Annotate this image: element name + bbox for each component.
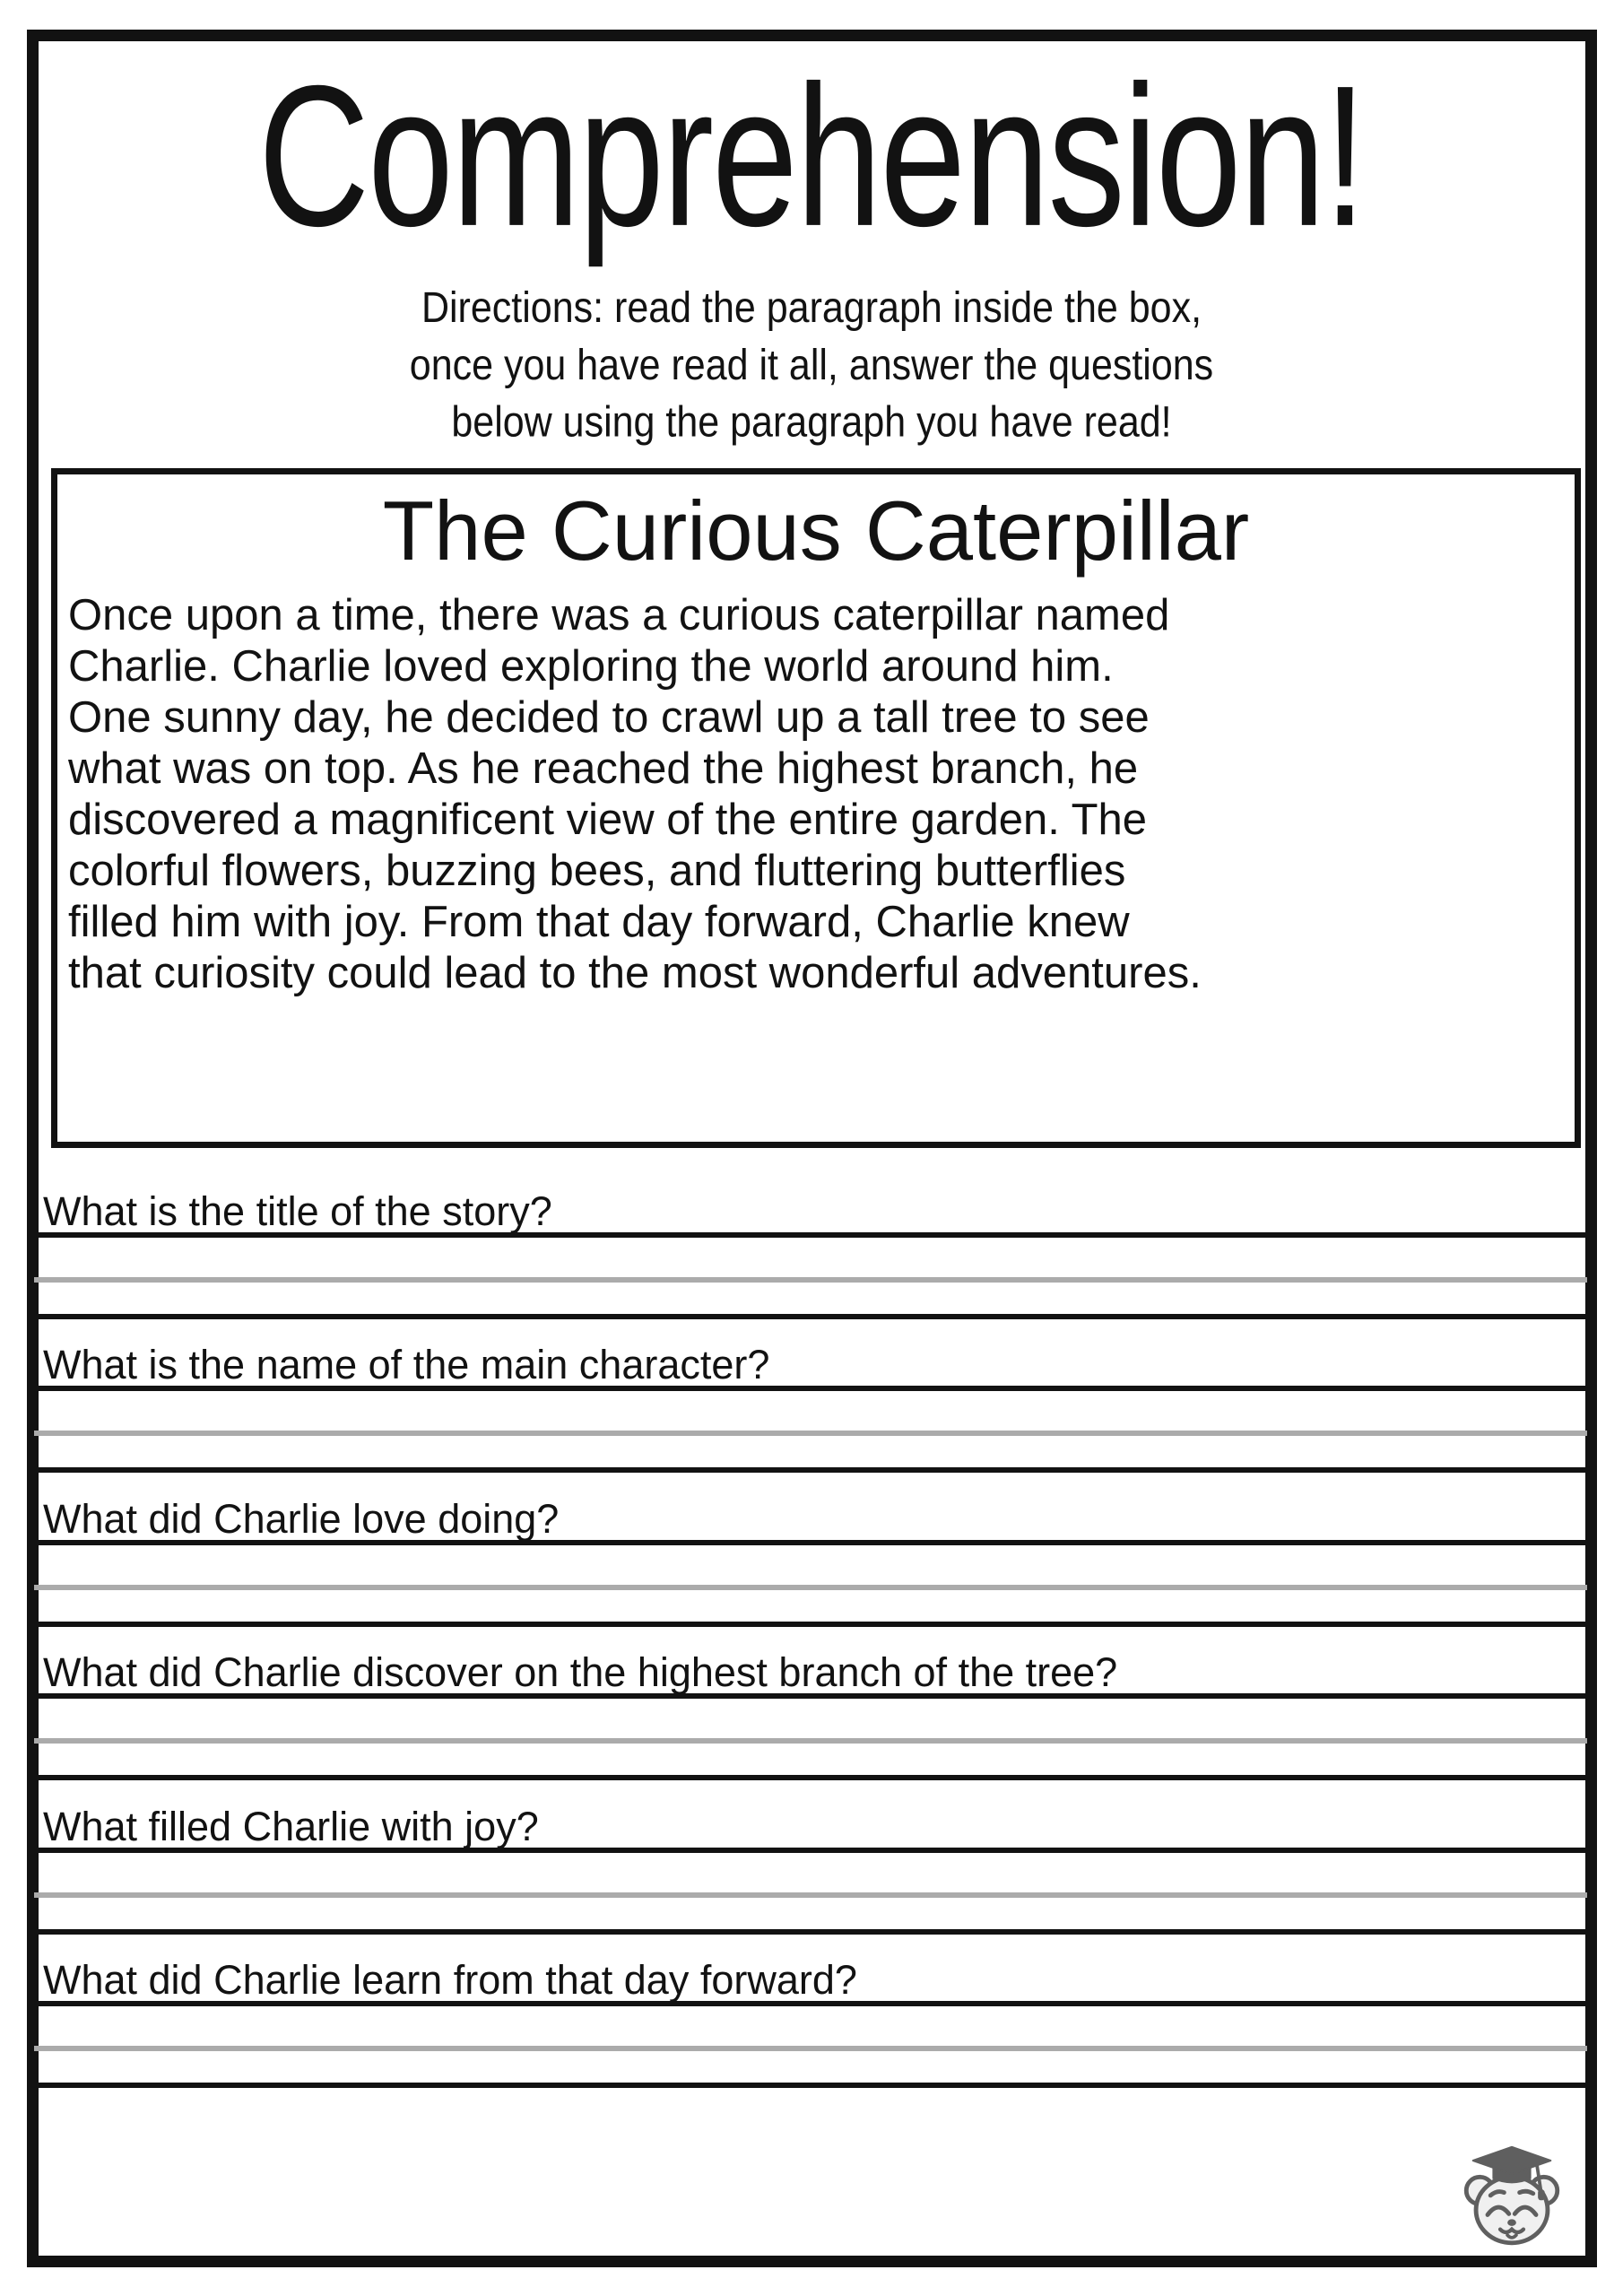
question-write-line bbox=[34, 1488, 1587, 1545]
directions-line: once you have read it all, answer the questions bbox=[409, 341, 1214, 390]
story-title: The Curious Caterpillar bbox=[382, 483, 1250, 578]
bear-graduate-logo bbox=[1463, 2145, 1560, 2248]
directions-line: below using the paragraph you have read! bbox=[451, 398, 1172, 447]
question-label: What did Charlie discover on the highest branch of the tree? bbox=[43, 1648, 1118, 1695]
story-line: One sunny day, he decided to crawl up a tall tree to see bbox=[68, 692, 1150, 742]
story-line: Charlie. Charlie loved exploring the world around him. bbox=[68, 641, 1114, 691]
story-line: colorful flowers, buzzing bees, and fluttering butterflies bbox=[68, 846, 1126, 895]
answer-line-black bbox=[34, 1622, 1587, 1627]
question-label: What did Charlie love doing? bbox=[43, 1495, 560, 1542]
question-write-line bbox=[34, 1949, 1587, 2006]
story-line: Once upon a time, there was a curious caterpillar named bbox=[68, 590, 1170, 639]
question-write-line bbox=[34, 1180, 1587, 1238]
story-line: what was on top. As he reached the highest branch, he bbox=[68, 744, 1139, 793]
story-line: that curiosity could lead to the most wonderful adventures. bbox=[68, 948, 1202, 997]
question-write-line bbox=[34, 1334, 1587, 1391]
bear-graduate-cap-icon bbox=[1463, 2145, 1560, 2248]
question-write-line bbox=[34, 1641, 1587, 1699]
story-paragraph bbox=[68, 590, 1562, 999]
directions bbox=[0, 280, 1623, 452]
story-box bbox=[51, 468, 1581, 1148]
answer-line-gray bbox=[34, 1738, 1587, 1744]
question-label: What is the name of the main character? bbox=[43, 1341, 770, 1387]
answer-line-black bbox=[34, 1314, 1587, 1319]
answer-line-gray bbox=[34, 1585, 1587, 1590]
answer-line-black bbox=[34, 2083, 1587, 2088]
story-line: discovered a magnificent view of the entire garden. The bbox=[68, 795, 1148, 844]
question-label: What did Charlie learn from that day forward? bbox=[43, 1956, 857, 2003]
answer-line-black bbox=[34, 1929, 1587, 1935]
answer-line-gray bbox=[34, 1277, 1587, 1283]
question-label: What filled Charlie with joy? bbox=[43, 1803, 539, 1849]
page-title: Comprehension! bbox=[257, 44, 1366, 269]
question-write-line bbox=[34, 1796, 1587, 1853]
answer-line-black bbox=[34, 1467, 1587, 1473]
answer-line-gray bbox=[34, 2046, 1587, 2051]
story-line: filled him with joy. From that day forward, Charlie knew bbox=[68, 897, 1130, 946]
question-label: What is the title of the story? bbox=[43, 1187, 552, 1234]
answer-line-black bbox=[34, 1775, 1587, 1780]
answer-line-gray bbox=[34, 1892, 1587, 1898]
answer-line-gray bbox=[34, 1431, 1587, 1436]
directions-line: Directions: read the paragraph inside the box, bbox=[421, 283, 1202, 333]
